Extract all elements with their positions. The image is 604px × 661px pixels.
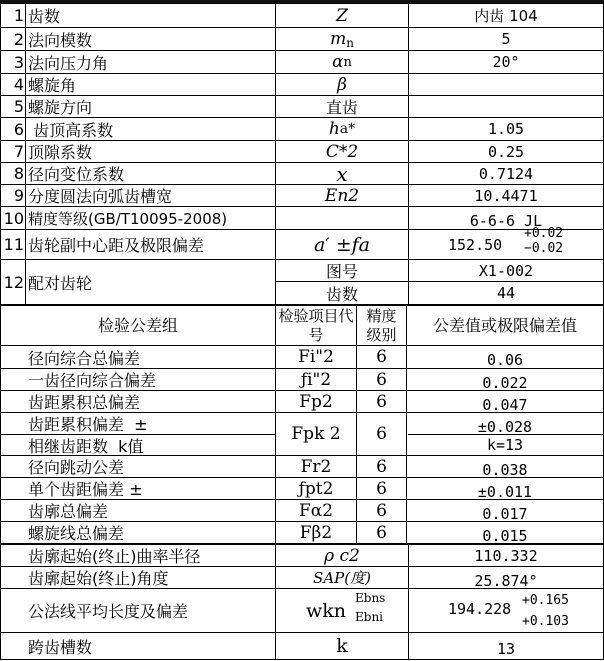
inspection-item-code: ƒpt2 bbox=[298, 478, 334, 499]
param-name: 齿数 bbox=[28, 7, 61, 26]
row-number: 9 bbox=[13, 186, 24, 205]
inspection-level: 6 bbox=[376, 478, 387, 499]
param-value: 110.332 bbox=[474, 546, 538, 565]
param-name: 螺旋方向 bbox=[28, 98, 93, 117]
inspection-level: 6 bbox=[376, 369, 387, 390]
param-name: 精度等级(GB/T10095-2008) bbox=[28, 209, 228, 228]
inspection-item-code: Fpk 2 bbox=[291, 424, 341, 444]
inspection-item-code: Fα2 bbox=[298, 500, 334, 521]
param-symbol: a′ ±fa bbox=[314, 233, 370, 256]
inspection-item-name: 齿距累积偏差 ± bbox=[28, 415, 148, 434]
row-number: 8 bbox=[13, 164, 24, 183]
inspection-level: 6 bbox=[376, 456, 387, 477]
param-name: 齿轮副中心距及极限偏差 bbox=[28, 236, 205, 255]
inspection-group-header: 检验公差组 bbox=[97, 316, 178, 335]
param-symbol: Z bbox=[336, 5, 348, 26]
param-value: 1.05 bbox=[487, 120, 525, 138]
param-name: 法向模数 bbox=[28, 30, 93, 50]
wkn-sup-lower: Ebni bbox=[355, 610, 384, 624]
param-symbol: C*2 bbox=[325, 141, 359, 162]
inspection-value: ±0.011 bbox=[477, 482, 533, 501]
row-line bbox=[0, 659, 604, 660]
param-name: 齿顶高系数 bbox=[28, 120, 114, 140]
inspection-item-name: 相继齿距数 k值 bbox=[28, 436, 144, 456]
row-number: 2 bbox=[13, 29, 24, 49]
tooth-count-value: 44 bbox=[496, 284, 516, 302]
inspection-value: ±0.028 bbox=[477, 417, 533, 436]
drawing-no-label: 图号 bbox=[325, 262, 358, 281]
param-value: 25.874° bbox=[474, 571, 538, 590]
param-value bbox=[409, 96, 603, 117]
wkn-tolerance-upper: +0.165 bbox=[522, 593, 569, 608]
inspection-item-name: 径向跳动公差 bbox=[28, 458, 125, 477]
param-name: 顶隙系数 bbox=[28, 143, 93, 162]
center-distance-value: 152.50 bbox=[448, 236, 503, 254]
inspection-item-code: Fp2 bbox=[299, 391, 333, 412]
row-number: 12 bbox=[3, 272, 24, 292]
inspection-level: 6 bbox=[376, 424, 387, 444]
param-value: 内齿 104 bbox=[474, 7, 538, 25]
param-symbol: x bbox=[336, 161, 348, 186]
row-number: 1 bbox=[13, 6, 24, 25]
param-value bbox=[409, 74, 603, 95]
inspection-value: 0.06 bbox=[486, 351, 524, 369]
param-symbol: h a* bbox=[328, 119, 356, 139]
wkn-symbol: wkn bbox=[306, 599, 347, 622]
inspection-value: 0.017 bbox=[482, 504, 528, 523]
row-number: 11 bbox=[3, 235, 24, 254]
drawing-no-value: X1-002 bbox=[478, 261, 534, 280]
inspection-value: 0.015 bbox=[482, 526, 528, 545]
inspection-level: 6 bbox=[376, 391, 387, 412]
tolerance-upper: +0.02 bbox=[524, 226, 564, 241]
param-symbol: ρ c2 bbox=[324, 545, 360, 566]
param-name: 分度圆法向弧齿槽宽 bbox=[28, 187, 173, 206]
param-symbol: SAP(度) bbox=[313, 569, 371, 587]
param-value: 6-6-6 JL bbox=[469, 212, 543, 230]
param-symbol: m n bbox=[330, 29, 354, 50]
level-header: 精度级别 bbox=[366, 306, 397, 344]
param-name: 齿廓起始(终止)角度 bbox=[28, 569, 169, 588]
param-value: 0.25 bbox=[487, 142, 525, 161]
param-name: 径向变位系数 bbox=[28, 165, 125, 184]
wkn-tolerance-lower: +0.103 bbox=[522, 614, 569, 629]
inspection-item-code: Fβ2 bbox=[299, 522, 333, 543]
tooth-count-label: 齿数 bbox=[325, 284, 358, 304]
param-symbol: 直齿 bbox=[325, 98, 358, 117]
param-name: 配对齿轮 bbox=[28, 273, 93, 293]
row-number: 10 bbox=[3, 208, 24, 228]
param-name: 齿廓起始(终止)曲率半径 bbox=[28, 547, 201, 566]
row-number: 5 bbox=[13, 97, 24, 116]
inspection-item-name: 单个齿距偏差 ± bbox=[28, 480, 143, 499]
inspection-item-name: 一齿径向综合偏差 bbox=[28, 371, 157, 390]
param-symbol: β bbox=[337, 74, 347, 95]
param-name: 公法线平均长度及偏差 bbox=[28, 602, 189, 621]
inspection-level: 6 bbox=[376, 522, 387, 543]
param-name: 螺旋角 bbox=[28, 76, 77, 95]
inspection-level: 6 bbox=[376, 347, 387, 367]
wkn-value: 194.228 bbox=[448, 600, 512, 618]
inspection-value: 0.047 bbox=[482, 395, 528, 414]
inspection-value: 0.038 bbox=[482, 460, 528, 479]
wkn-sup-upper: Ebns bbox=[355, 591, 386, 605]
param-name: 法向压力角 bbox=[28, 53, 109, 73]
param-name: 跨齿槽数 bbox=[28, 637, 93, 657]
inspection-item-name: 螺旋线总偏差 bbox=[28, 524, 125, 543]
item-code-header: 检验项目代号 bbox=[278, 306, 354, 344]
tolerance-lower: −0.02 bbox=[524, 241, 564, 256]
param-symbol bbox=[276, 207, 408, 229]
row-number: 3 bbox=[13, 52, 24, 72]
param-symbol: α n bbox=[332, 52, 352, 72]
param-symbol: k bbox=[336, 635, 348, 657]
param-symbol: En2 bbox=[324, 185, 360, 206]
inspection-item-name: 齿廓总偏差 bbox=[28, 502, 109, 521]
inspection-value: k=13 bbox=[486, 436, 524, 454]
param-value: 20° bbox=[492, 53, 520, 71]
inspection-item-name: 径向综合总偏差 bbox=[28, 348, 141, 368]
param-value: 0.7124 bbox=[478, 164, 534, 183]
value-header: 公差值或极限偏差值 bbox=[432, 316, 577, 335]
param-value: 13 bbox=[496, 640, 516, 658]
inspection-level: 6 bbox=[376, 500, 387, 521]
inspection-item-code: ƒi"2 bbox=[300, 369, 332, 390]
param-value: 5 bbox=[501, 30, 511, 48]
row-number: 7 bbox=[13, 142, 24, 161]
column-line bbox=[25, 3, 26, 304]
inspection-item-code: Fi"2 bbox=[298, 347, 334, 367]
inspection-value: 0.022 bbox=[482, 373, 528, 392]
row-number: 6 bbox=[13, 119, 24, 139]
inspection-item-code: Fr2 bbox=[300, 456, 332, 477]
param-value: 10.4471 bbox=[474, 186, 538, 205]
row-number: 4 bbox=[13, 75, 24, 94]
inspection-item-name: 齿距累积总偏差 bbox=[28, 393, 141, 412]
